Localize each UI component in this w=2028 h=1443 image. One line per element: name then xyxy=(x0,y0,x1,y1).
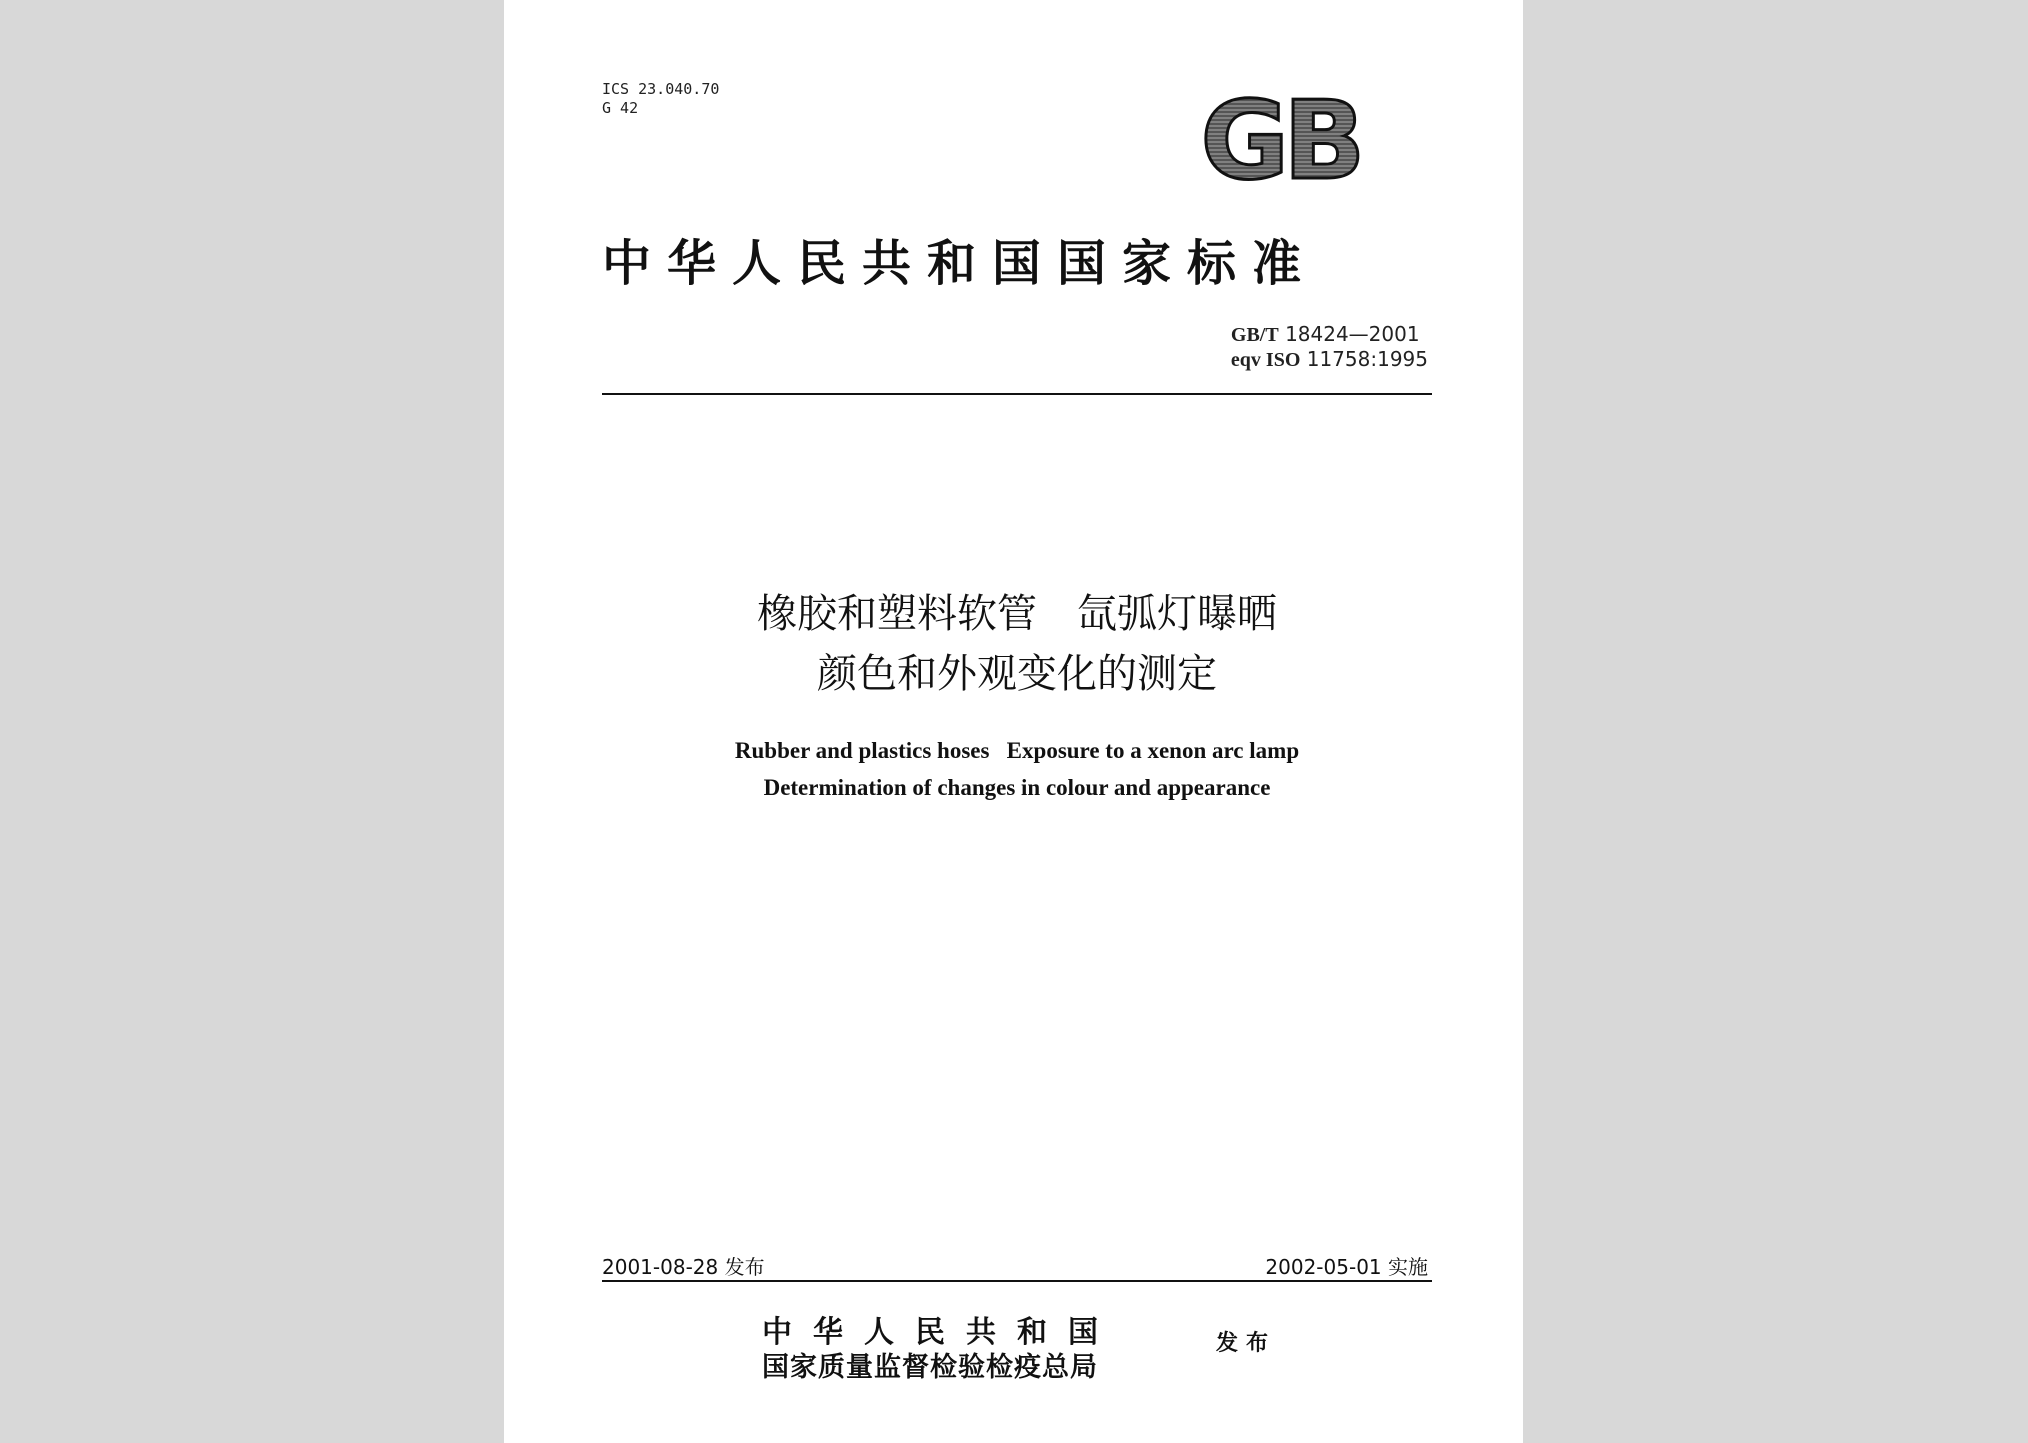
standard-code-number: 18424—2001 xyxy=(1285,322,1420,346)
issue-label: 发布 xyxy=(1216,1330,1277,1356)
publisher-line-2: 国家质量监督检验检疫总局 xyxy=(762,1352,1098,1383)
standard-title: 中华人民共和国国家标准 xyxy=(602,234,1318,292)
document-page xyxy=(504,0,1523,1443)
chinese-title xyxy=(602,584,1432,704)
english-title-line-1: Rubber and plastics hoses Exposure to a xenon arc lamp xyxy=(734,738,1300,763)
publisher-block xyxy=(762,1315,1119,1385)
issue-date: 2001-08-28 发布 xyxy=(602,1255,765,1279)
chinese-title-line-2: 颜色和外观变化的测定 xyxy=(817,651,1217,697)
eqv-number: 11758:1995 xyxy=(1306,347,1428,371)
classification-codes xyxy=(602,80,719,118)
standard-codes xyxy=(1231,322,1428,372)
implementation-date: 2002-05-01 实施 xyxy=(1265,1255,1428,1279)
gb-logo-text: GB xyxy=(1200,92,1360,190)
standard-code-prefix: GB/T xyxy=(1230,324,1279,346)
eqv-prefix: eqv ISO xyxy=(1230,349,1301,371)
chinese-title-line-1: 橡胶和塑料软管 氙弧灯曝晒 xyxy=(757,591,1277,637)
top-divider xyxy=(602,393,1432,395)
equivalent-standard xyxy=(1231,347,1428,372)
bottom-divider xyxy=(602,1280,1432,1282)
english-title xyxy=(602,732,1432,806)
publisher-line-1: 中华人民共和国 xyxy=(762,1315,1119,1350)
ics-code: ICS 23.040.70 xyxy=(602,80,720,98)
ccs-code: G 42 xyxy=(602,99,639,117)
english-title-line-2: Determination of changes in colour and appearance xyxy=(763,775,1271,800)
standard-number xyxy=(1231,322,1428,347)
gb-logo-icon xyxy=(1186,92,1374,190)
